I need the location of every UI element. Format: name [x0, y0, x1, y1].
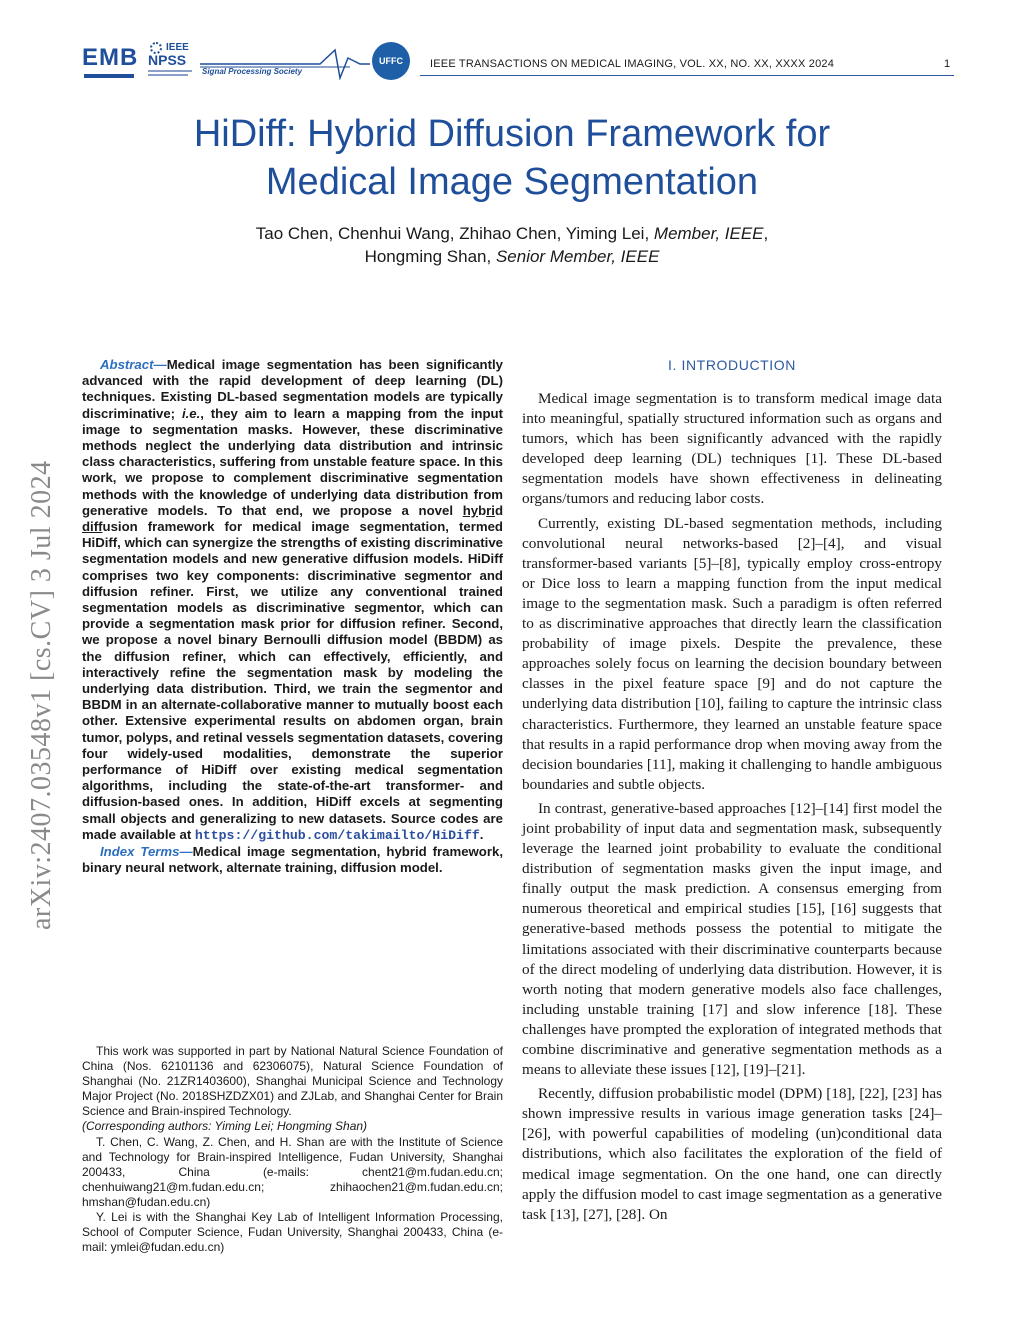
- sps-logo: [200, 48, 370, 80]
- page-number: 1: [944, 58, 951, 70]
- abstract-ie: i.e.: [181, 405, 201, 421]
- abstract-text: usion framework for medical image segmentation, termed HiDiff, which can synergize the strengths of existing discriminative segmentation models and new generative diffusion models. HiDiff comprises two key components: discriminative segmentor and diffusion refiner. First, we utilize any conventional trained segmentation models as discriminative segmentor, which can provide a segmentation mask prior for diffusion refiner. Second, we propose a novel binary Bernoulli diffusion model (BBDM) as the diffusion refiner, which can effectively, efficiently, and interactively refine the segmentation mask by modeling the underlying data distribution. Third, we train the segmentor and BBDM in an alternate-collaborative manner to mutually boost each other. Extensive experimental results on abdomen organ, brain tumor, polyps, and retinal vessels segmentation datasets, covering four widely-used modalities, demonstrate the superior performance of HiDiff over existing medical segmentation algorithms, including the state-of-the-art transformer- and diffusion-based ones. In addition, HiDiff excels at segmenting small objects and generalizing to new datasets. Source codes are made available at: [82, 519, 503, 842]
- emb-logo: [82, 44, 138, 72]
- acronym-underline: ri: [486, 502, 495, 518]
- npss-subline: [148, 74, 188, 76]
- authors-punct: ,: [763, 224, 769, 243]
- author-line: [112, 245, 912, 268]
- acronym-underline: diff: [82, 519, 103, 535]
- arxiv-stamp: arXiv:2407.03548v1 [cs.CV] 3 Jul 2024: [26, 460, 57, 930]
- abstract-punct: .: [479, 826, 484, 842]
- index-terms-text: Medical image segmentation, hybrid framework, binary neural network, alternate training, diffusion model.: [82, 844, 503, 876]
- author-list: [112, 222, 912, 268]
- emb-logo-text: EMB: [82, 44, 139, 71]
- paragraph: In contrast, generative-based approaches [12]–[14] first model the joint probability of input data and segmentation mask, subsequently leverage the learned joint probability to evaluate the conditional distribution of segmentation masks given the input image, and finally output the mask prediction. A consensus emerging from numerous theoretical and empirical studies [15], [16] suggests that generative-based methods possess the potential to mitigate the limitations associated with their discriminative counterparts because of the direct modeling of underlying data distribution. However, it is worth noting that modern generative models also face challenges, including unstable training [17] and slow inference [18]. These challenges have prompted the exploration of integrated methods that combine discriminative and generative segmentation methods as a means to alleviate these issues [12], [19]–[21].: [522, 799, 942, 1079]
- title-line: Medical Image Segmentation: [265, 161, 759, 203]
- npss-logo: [148, 42, 196, 80]
- abstract-text: Medical image segmentation has been significantly advanced with the rapid development of deep learning (DL) techniques. Existing DL-based segmentation models are typically discriminative;: [82, 357, 503, 421]
- abstract-text: , they aim to learn a mapping from the input image to segmentation masks. However, these discriminative methods neglect the underlying data distribution and intrinsic class characteristics, suffering from unstable feature space. In this work, we propose to complement discriminative segmentation methods with the knowledge of underlying data distribution from generative models. To that end, we propose a novel: [82, 405, 503, 518]
- author-line: [112, 222, 912, 245]
- authors-text: Tao Chen, Chenhui Wang, Zhihao Chen, Yiming Lei,: [255, 224, 654, 243]
- acronym-underline: hy: [462, 502, 479, 518]
- paragraph: Medical image segmentation is to transform medical image data into meaningful, spatially structured information such as organs and tumors, which has been significantly advanced with the rapidly developed deep learning (DL) techniques [1]. These DL-based segmentation models have shown effectiveness in delineating organs/tumors and reducing labor costs.: [522, 390, 942, 508]
- corresponding-authors: (Corresponding authors: Yiming Lei; Hongming Shan): [82, 1119, 368, 1134]
- npss-ieee-text: IEEE: [166, 42, 189, 53]
- header-rule: [420, 75, 954, 76]
- paper-title: [112, 110, 912, 206]
- authors-text: Hongming Shan,: [364, 247, 496, 266]
- journal-header: IEEE TRANSACTIONS ON MEDICAL IMAGING, VOL. XX, NO. XX, XXXX 2024: [430, 58, 835, 70]
- npss-subline: [148, 70, 192, 72]
- emb-logo-bar: [84, 74, 134, 78]
- abstract-label: Abstract—: [100, 357, 167, 372]
- index-terms: [82, 844, 503, 876]
- footnote-affiliation: Y. Lei is with the Shanghai Key Lab of Intelligent Information Processing, School of Computer Science, Fudan University, Shanghai 200433, China (e-mail: ymlei@fudan.edu.cn): [82, 1210, 503, 1255]
- abstract-text: d: [494, 502, 503, 518]
- intro-body: [522, 389, 942, 1225]
- publisher-logos: [82, 42, 412, 82]
- abstract-text: b: [478, 502, 487, 518]
- abstract: [82, 357, 503, 844]
- paragraph: Recently, diffusion probabilistic model (DPM) [18], [22], [23] has shown impressive results in various image generation tasks [24]–[26], with powerful capabilities of modeling (un)conditional data distributions, which also facilitates the exploration of the field of medical image segmentation. On the one hand, one can directly apply the diffusion model to cast image segmentation as a generative task [13], [27], [28]. On: [522, 1085, 942, 1223]
- footnote-corresponding: [82, 1119, 503, 1134]
- title-line: HiDiff: Hybrid Diffusion Framework for: [193, 113, 831, 155]
- section-heading: I. INTRODUCTION: [668, 357, 796, 373]
- index-terms-label: Index Terms—: [100, 844, 193, 860]
- footnotes: [82, 1044, 503, 1255]
- author-role: Senior Member, IEEE: [495, 247, 660, 266]
- npss-text: NPSS: [148, 52, 187, 68]
- code-link[interactable]: https://github.com/takimailto/HiDiff: [194, 827, 480, 843]
- footnote-affiliation: T. Chen, C. Wang, Z. Chen, and H. Shan are with the Institute of Science and Technology for Brain-inspired Intelligence, Fudan University, Shanghai 200433, China (e-mails: chent21@m.fudan.edu.cn; chenhuiwang21@m.fudan.edu.cn; zhihaochen21@m.fudan.edu.cn; hmshan@fudan.edu.cn): [82, 1134, 503, 1209]
- uffc-logo-text: UFFC: [379, 56, 403, 66]
- intro-column: [522, 357, 942, 1229]
- abstract-column: [82, 357, 503, 877]
- uffc-logo: [372, 42, 410, 80]
- paragraph: Currently, existing DL-based segmentation methods, including convolutional neural networks-based [2]–[4], and visual transformer-based variants [5]–[8], typically employ cross-entropy or Dice loss to learn a mapping function from the input medical image to the segmentation mask. Such a paradigm is often referred to as discriminative approaches that directly learn the classification probability of image pixels. Despite the prevalence, these approaches solely focus on learning the decision boundary between classes in the pixel feature space [9] and do not capture the underlying data distribution [10], failing to capture the intrinsic class characteristics. Furthermore, they learned an unstable feature space that results in a rapid performance drop when moving away from the decision boundaries [11], making it challenging to handle ambiguous boundaries and subtle objects.: [522, 514, 942, 793]
- footnote-funding: This work was supported in part by National Natural Science Foundation of China (Nos. 62101136 and 62306075), Natural Science Foundation of Shanghai (No. 21ZR1403600), Shanghai Municipal Science and Technology Major Project (No. 2018SHZDZX01) and ZJLab, and Shanghai Center for Brain Science and Brain-inspired Technology.: [82, 1044, 503, 1119]
- author-role: Member, IEEE: [653, 224, 764, 243]
- sps-logo-text: Signal Processing Society: [202, 67, 303, 76]
